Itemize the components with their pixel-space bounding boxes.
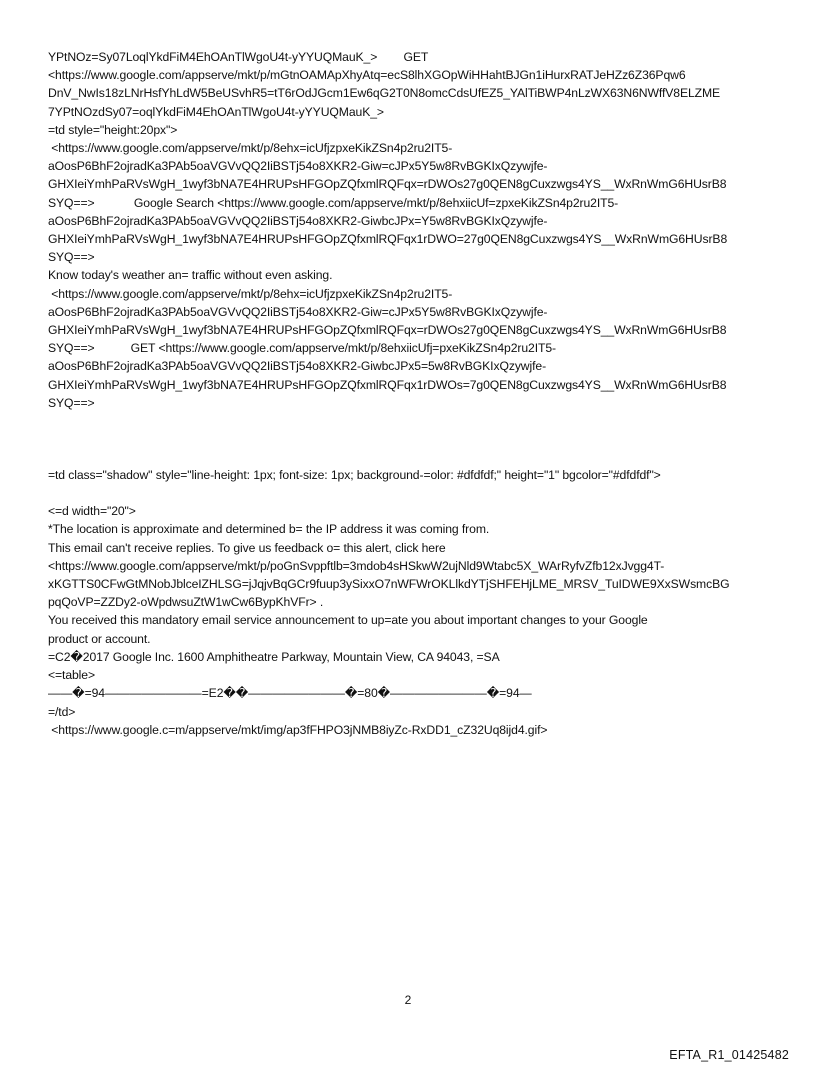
text-line: xKGTTS0CFwGtMNobJblceIZHLSG=jJqjvBqGCr9fuup3ySixxO7nWFWrOKLlkdYTjSHFEHjLME_MRSV_TuIDWE9XxSWsmcBG bbox=[48, 577, 730, 592]
text-line: GHXIeiYmhPaRVsWgH_1wyf3bNA7E4HRUPsHFGOpZQfxmlRQFqx1rDWOs=7g0QEN8gCuxzwgs4YS__WxRnWmG6HUsrB8 bbox=[48, 377, 727, 392]
text-line: SYQ==> bbox=[48, 250, 95, 265]
text-line: You received this mandatory email service announcement to up=ate you about important changes to your Google bbox=[48, 613, 648, 628]
text-line: <https://www.google.com/appserve/mkt/p/8ehx=icUfjzpxeKikZSn4p2ru2IT5- bbox=[48, 286, 453, 301]
text-line: SYQ==> Google Search <https://www.google.com/appserve/mkt/p/8ehxiicUf=zpxeKikZSn4p2ru2IT5- bbox=[48, 195, 619, 210]
text-line: DnV_NwIs18zLNrHsfYhLdW5BeUSvhR5=tT6rOdJGcm1Ew6qG2T0N8omcCdsUfEZ5_YAlTiBWP4nLzWX63N6NWffV8ELZME bbox=[48, 86, 721, 101]
text-line: GHXIeiYmhPaRVsWgH_1wyf3bNA7E4HRUPsHFGOpZQfxmlRQFqx=rDWOs27g0QEN8gCuxzwgs4YS__WxRnWmG6HUsrB8 bbox=[48, 323, 727, 338]
text-line: aOosP6BhF2ojradKa3PAb5oaVGVvQQ2IiBSTj54o8XKR2-Giw=cJPx5Y5w8RvBGKIxQzywjfe- bbox=[48, 159, 548, 174]
text-line: <https://www.google.com/appserve/mkt/p/mGtnOAMApXhyAtq=ecS8lhXGOpWiHHahtBJGn1iHurxRATJeHZz6Z36Pqw6 bbox=[48, 68, 686, 83]
document-id: EFTA_R1_01425482 bbox=[669, 1048, 789, 1062]
shadow-line: =td class="shadow" style="line-height: 1px; font-size: 1px; background-=olor: #dfdfdf;" height="1" bgcolor="#dfdfdf"> bbox=[48, 468, 661, 483]
text-line: GHXIeiYmhPaRVsWgH_1wyf3bNA7E4HRUPsHFGOpZQfxmlRQFqx=rDWOs27g0QEN8gCuxzwgs4YS__WxRnWmG6HUsrB8 bbox=[48, 177, 727, 192]
text-line: Know today's weather an= traffic without even asking. bbox=[48, 268, 333, 283]
text-block-bottom bbox=[48, 502, 778, 739]
blank-gap bbox=[48, 412, 778, 466]
text-line: aOosP6BhF2ojradKa3PAb5oaVGVvQQ2IiBSTj54o8XKR2-GiwbcJPx5=5w8RvBGKIxQzywjfe- bbox=[48, 359, 547, 374]
text-line: =/td> bbox=[48, 704, 76, 719]
text-line: ——�=94————————=E2��————————�=80�————————�=94— bbox=[48, 686, 532, 701]
text-line: pqQoVP=ZZDy2-oWpdwsuZtW1wCw6BypKhVFr> . bbox=[48, 595, 324, 610]
text-line: =td style="height:20px"> bbox=[48, 122, 178, 137]
text-line: <=table> bbox=[48, 668, 95, 683]
text-line: =C2�2017 Google Inc. 1600 Amphitheatre Parkway, Mountain View, CA 94043, =SA bbox=[48, 649, 500, 664]
document-body bbox=[48, 48, 778, 739]
text-line: SYQ==> bbox=[48, 395, 95, 410]
text-line: product or account. bbox=[48, 631, 151, 646]
text-line: SYQ==> GET <https://www.google.com/appserve/mkt/p/8ehxiicUfj=pxeKikZSn4p2ru2IT5- bbox=[48, 341, 556, 356]
blank-gap bbox=[48, 484, 778, 502]
text-line: <https://www.google.c=m/appserve/mkt/img/ap3fFHPO3jNMB8iyZc-RxDD1_cZ32Uq8ijd4.gif> bbox=[48, 722, 548, 737]
text-line: GHXIeiYmhPaRVsWgH_1wyf3bNA7E4HRUPsHFGOpZQfxmlRQFqx1rDWO=27g0QEN8gCuxzwgs4YS__WxRnWmG6HUsrB8 bbox=[48, 232, 728, 247]
text-block-top bbox=[48, 48, 778, 412]
text-line: aOosP6BhF2ojradKa3PAb5oaVGVvQQ2IiBSTj54o8XKR2-Giw=cJPx5Y5w8RvBGKIxQzywjfe- bbox=[48, 304, 548, 319]
text-line: <=d width="20"> bbox=[48, 504, 136, 519]
text-line: aOosP6BhF2ojradKa3PAb5oaVGVvQQ2IiBSTj54o8XKR2-GiwbcJPx=Y5w8RvBGKIxQzywjfe- bbox=[48, 213, 548, 228]
text-line: YPtNOz=Sy07LoqlYkdFiM4EhOAnTlWgoU4t-yYYUQMauK_> GET bbox=[48, 50, 429, 64]
text-line: 7YPtNOzdSy07=oqlYkdFiM4EhOAnTlWgoU4t-yYYUQMauK_> bbox=[48, 104, 384, 119]
page-number: 2 bbox=[404, 993, 412, 1007]
text-line: This email can't receive replies. To give us feedback o= this alert, click here bbox=[48, 540, 446, 555]
text-line: *The location is approximate and determined b= the IP address it was coming from. bbox=[48, 522, 490, 537]
text-line: <https://www.google.com/appserve/mkt/p/8ehx=icUfjzpxeKikZSn4p2ru2IT5- bbox=[48, 141, 453, 156]
text-line: <https://www.google.com/appserve/mkt/p/poGnSvppftlb=3mdob4sHSkwW2ujNld9Wtabc5X_WArRyfvZfb12xJvgg4T- bbox=[48, 558, 665, 573]
